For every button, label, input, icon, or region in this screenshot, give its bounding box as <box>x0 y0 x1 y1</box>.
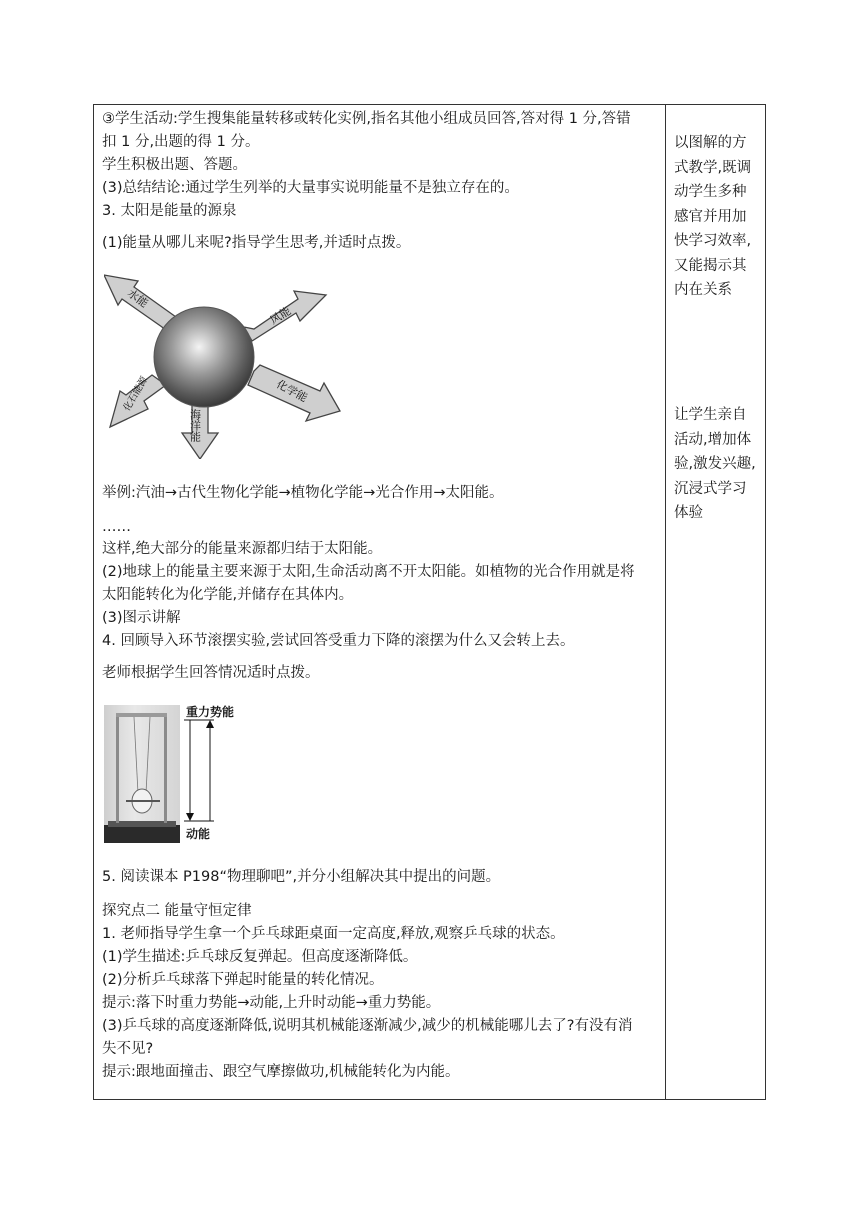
text-line: 举例:汽油→古代生物化学能→植物化学能→光合作用→太阳能。 <box>102 485 504 501</box>
text-line: 提示:落下时重力势能→动能,上升时动能→重力势能。 <box>102 995 441 1011</box>
potential-energy-label: 重力势能 <box>186 705 235 719</box>
text-line: 提示:跟地面撞击、跟空气摩擦做功,机械能转化为内能。 <box>102 1064 460 1080</box>
kinetic-energy-label: 动能 <box>186 827 211 841</box>
text-line: (3)乒乓球的高度逐渐降低,说明其机械能逐渐减少,减少的机械能哪儿去了?有没有消 <box>102 1018 633 1034</box>
pendulum-figure <box>104 703 254 845</box>
side-note-1: 以图解的方 式教学,既调 动学生多种 感官并用加 快学习效率, 又能揭示其 内在关系 <box>674 135 752 298</box>
pendulum-photo <box>104 705 180 843</box>
text-line: (2)分析乒乓球落下弹起时能量的转化情况。 <box>102 972 384 988</box>
text-line: (1)能量从哪儿来呢?指导学生思考,并适时点拨。 <box>102 235 411 251</box>
text-line: 老师根据学生回答情况适时点拨。 <box>102 665 320 681</box>
text-line: (2)地球上的能量主要来源于太阳,生命活动离不开太阳能。如植物的光合作用就是将 <box>102 564 635 580</box>
label-ocean: 海洋能 <box>188 409 202 442</box>
text-line: 扣 1 分,出题的得 1 分。 <box>102 134 260 150</box>
section-heading: 3. 太阳是能量的源泉 <box>102 203 237 219</box>
height-arrows <box>184 717 224 827</box>
lesson-table <box>93 104 766 1100</box>
text-line: ③学生活动:学生搜集能量转移或转化实例,指名其他小组成员回答,答对得 1 分,答错 <box>102 111 631 127</box>
sun-energy-diagram <box>104 269 354 459</box>
label-chemical: 化学能 <box>274 377 310 405</box>
text-line: (3)图示讲解 <box>102 610 181 626</box>
text-line: (3)总结结论:通过学生列举的大量事实说明能量不是独立存在的。 <box>102 180 519 196</box>
text-line: …… <box>102 519 131 535</box>
text-line: 这样,绝大部分的能量来源都归结于太阳能。 <box>102 541 383 557</box>
text-line: 失不见? <box>102 1041 154 1057</box>
text-line: 1. 老师指导学生拿一个乒乓球距桌面一定高度,释放,观察乒乓球的状态。 <box>102 926 565 942</box>
sun-image <box>154 307 254 407</box>
label-fossil: 化石能源 <box>121 374 151 414</box>
section-heading: 探究点二 能量守恒定律 <box>102 903 252 919</box>
side-note-2: 让学生亲自 活动,增加体 验,激发兴趣, 沉浸式学习 体验 <box>674 407 756 521</box>
text-line: (1)学生描述:乒乓球反复弹起。但高度逐渐降低。 <box>102 949 418 965</box>
text-line: 5. 阅读课本 P198“物理聊吧”,并分小组解决其中提出的问题。 <box>102 869 501 885</box>
text-line: 太阳能转化为化学能,并储存在其体内。 <box>102 587 354 603</box>
column-divider <box>665 105 666 1099</box>
text-line: 4. 回顾导入环节滚摆实验,尝试回答受重力下降的滚摆为什么又会转上去。 <box>102 633 575 649</box>
text-line: 学生积极出题、答题。 <box>102 157 247 173</box>
label-water: 水能 <box>124 286 151 311</box>
label-wind: 风能 <box>267 304 294 327</box>
